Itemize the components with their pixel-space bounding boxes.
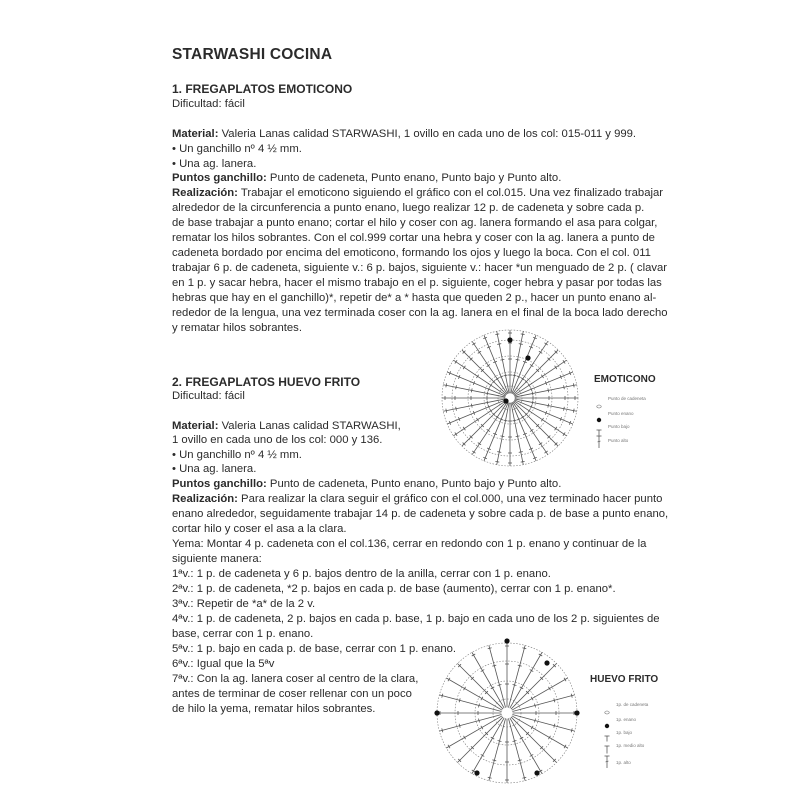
stitch-bar xyxy=(487,429,490,431)
legend-slip: 1p. enano xyxy=(616,717,637,722)
section1-bullet-needle: • Una ag. lanera. xyxy=(172,158,257,170)
stitch-spoke xyxy=(472,718,504,774)
stitch-bar xyxy=(548,404,549,408)
stitch-bar xyxy=(455,360,457,363)
stitch-spoke xyxy=(439,695,501,712)
stitch-spoke xyxy=(512,714,574,731)
stitch-spoke xyxy=(458,664,504,710)
section2-puntos xyxy=(172,477,561,492)
section2-difficulty: Dificultad: fácil xyxy=(172,390,245,402)
stitch-bar xyxy=(496,416,499,418)
stitch-bar xyxy=(495,334,499,335)
stitch-bar xyxy=(478,443,481,445)
body-line: Yema: Montar 4 p. cadeneta con el col.136, cerrar en redondo con 1 p. enano y continuar de la xyxy=(172,538,647,550)
stitch-bar xyxy=(573,409,574,413)
stitch-bar xyxy=(521,416,524,418)
body-line: cortar hilo y coser el asa a la clara. xyxy=(172,523,347,535)
stitch-bar xyxy=(497,452,501,453)
stitch-bar xyxy=(513,420,517,421)
stitch-bar xyxy=(504,375,508,376)
stitch-bar xyxy=(522,777,526,778)
stitch-bar xyxy=(564,385,565,389)
stitch-bar xyxy=(490,409,492,412)
stitch-spoke xyxy=(446,716,502,748)
body-line: rededor de la lengua, una vez terminada coser con la ag. lanera en el final de la boca lado derecho xyxy=(172,307,668,319)
legend-single: Punto bajo xyxy=(608,424,630,429)
stitch-spoke xyxy=(446,678,502,710)
stitch-bar xyxy=(472,451,475,453)
stitch-bar xyxy=(573,383,574,387)
stitch-bar xyxy=(522,648,526,649)
stitch-bar xyxy=(487,401,488,405)
emoticono-label: EMOTICONO xyxy=(594,374,656,385)
stitch-spoke xyxy=(510,718,542,774)
stitch-bar xyxy=(471,388,472,392)
puntos-text: Punto de cadeneta, Punto enano, Punto bajo y Punto alto. xyxy=(266,478,562,490)
stitch-bar xyxy=(521,378,524,380)
section1-realizacion xyxy=(172,186,663,201)
section2-body xyxy=(172,507,668,717)
body-line: rematar los hilos sobrantes. Con el col.999 cortar una hebra y coser con la ag. lanera a punto de xyxy=(172,232,655,244)
stitch-bar xyxy=(476,418,478,421)
slip-stitch-mark xyxy=(574,710,579,715)
body-line: siguiente manera: xyxy=(172,553,262,565)
material-label: Material: xyxy=(172,128,219,140)
stitch-bar xyxy=(548,388,549,392)
stitch-spoke xyxy=(511,403,523,465)
section2-bullet-needle: • Una ag. lanera. xyxy=(172,463,257,475)
body-line: 5ªv.: 1 p. bajo en cada p. de base, cerrar con 1 p. enano. xyxy=(172,643,457,655)
section2-bullet-hook: • Un ganchillo nº 4 ½ mm. xyxy=(172,449,302,461)
slip-stitch-mark xyxy=(504,638,509,643)
stitch-bar xyxy=(534,704,535,708)
body-line: trabajar 6 p. de cadeneta, siguiente v.: 6 p. bajos, siguiente v.: hacer *un menguado de 2 p. ( clavar xyxy=(172,262,668,274)
slip-stitch-mark xyxy=(507,337,512,342)
slip-stitch-mark xyxy=(434,710,439,715)
stitch-bar xyxy=(518,760,522,761)
stitch-spoke xyxy=(472,652,504,708)
legend-chain: Punto de cadeneta xyxy=(608,396,646,401)
stitch-bar xyxy=(459,724,460,728)
stitch-bar xyxy=(504,420,508,421)
legend-half-double: 1p. medio alto xyxy=(616,743,645,748)
realizacion-label: Realización: xyxy=(172,187,238,199)
material-text: Valeria Lanas calidad STARWASHI, 1 ovillo en cada uno de los col: 015-011 y 999. xyxy=(218,128,637,140)
stitch-bar xyxy=(456,385,457,389)
legend-double: Punto alto xyxy=(608,438,629,443)
realizacion-text: Trabajar el emoticono siguiendo el gráfico con el col.015. Una vez finalizado trabajar xyxy=(237,187,664,199)
section2-realizacion xyxy=(172,492,662,507)
slip-stitch-mark xyxy=(534,770,539,775)
stitch-bar xyxy=(544,343,547,345)
stitch-bar xyxy=(516,359,520,360)
stitch-bar xyxy=(497,344,501,345)
stitch-spoke xyxy=(489,718,506,780)
section2-material-line2: 1 ovillo en cada uno de los col: 000 y 136. xyxy=(172,434,383,446)
body-line: de base trabajar a punto enano; cortar el hilo y coser con ag. lanera formando el asa para colgar, xyxy=(172,217,658,229)
stitch-bar xyxy=(472,343,475,345)
body-line: alrededor de la circunferencia a punto enano, luego realizar 12 p. de cadeneta y sobre cada p. xyxy=(172,202,645,214)
stitch-bar xyxy=(500,359,504,360)
section1-heading: 1. FREGAPLATOS EMOTICONO xyxy=(172,82,353,96)
stitch-bar xyxy=(534,719,535,723)
stitch-bar xyxy=(532,392,533,396)
stitch-spoke xyxy=(513,401,558,446)
stitch-bar xyxy=(541,418,543,421)
stitch-bar xyxy=(563,360,565,363)
stitch-bar xyxy=(539,351,542,353)
body-line: y rematar hilos sobrantes. xyxy=(172,322,302,334)
stitch-bar xyxy=(487,364,490,366)
stitch-bar xyxy=(496,378,499,380)
stitch-spoke xyxy=(458,717,504,763)
stitch-bar xyxy=(459,698,460,702)
stitch-bar xyxy=(446,383,447,387)
stitch-spoke xyxy=(511,717,557,763)
stitch-bar xyxy=(555,427,557,430)
stitch-spoke xyxy=(462,401,507,446)
stitch-spoke xyxy=(489,645,506,707)
stitch-bar xyxy=(442,694,443,698)
slip-stitch-mark xyxy=(544,660,549,665)
body-line: 3ªv.: Repetir de *a* de la 2 v. xyxy=(172,598,316,610)
body-line: 6ªv.: Igual que la 5ªv xyxy=(172,658,275,670)
stitch-bar xyxy=(471,404,472,408)
stitch-bar xyxy=(492,760,496,761)
body-line: hebras que hay en el ganchillo)*, repetir de* a * hasta que queden 2 p., hacer un punto enano al- xyxy=(172,292,657,304)
body-line: base, cerrar con 1 p. enano. xyxy=(172,628,314,640)
section1-puntos xyxy=(172,171,561,186)
stitch-bar xyxy=(539,443,542,445)
stitch-spoke xyxy=(512,695,574,712)
stitch-bar xyxy=(446,409,447,413)
section1-material xyxy=(172,127,636,142)
page-title: STARWASHI COCINA xyxy=(172,46,333,63)
legend-single: 1p. bajo xyxy=(616,730,633,735)
slip-stitch-mark xyxy=(503,398,508,403)
stitch-bar xyxy=(513,375,517,376)
legend-chain: 1p. de cadeneta xyxy=(616,702,649,707)
stitch-spoke xyxy=(512,716,568,748)
huevo-frito-legend xyxy=(604,702,664,772)
section1-body xyxy=(172,201,668,336)
section2-material xyxy=(172,419,401,434)
stitch-bar xyxy=(530,364,533,366)
stitch-bar xyxy=(513,684,517,685)
stitch-bar xyxy=(554,724,555,728)
body-line: 4ªv.: 1 p. de cadeneta, 2 p. bajos en cada p. base, 1 p. bajo en cada uno de los 2 p. siguientes de xyxy=(172,613,660,625)
stitch-bar xyxy=(564,407,565,411)
stitch-spoke xyxy=(497,331,509,393)
body-line: cadeneta bordado por encima del emoticono, formando los ojos y luego la boca. Con el col. 011 xyxy=(172,247,651,259)
stitch-bar xyxy=(492,665,496,666)
material-label: Material: xyxy=(172,420,219,432)
stitch-bar xyxy=(518,665,522,666)
stitch-bar xyxy=(516,436,520,437)
stitch-bar xyxy=(488,648,492,649)
stitch-spoke xyxy=(439,714,501,731)
stitch-bar xyxy=(478,719,479,723)
stitch-bar xyxy=(498,684,502,685)
realizacion-label: Realización: xyxy=(172,493,238,505)
stitch-bar xyxy=(571,728,572,732)
section1-bullet-hook: • Un ganchillo nº 4 ½ mm. xyxy=(172,143,302,155)
stitch-spoke xyxy=(462,350,507,395)
stitch-bar xyxy=(530,429,533,431)
slip-stitch-mark xyxy=(525,355,530,360)
stitch-bar xyxy=(563,432,565,435)
stitch-bar xyxy=(555,366,557,369)
stitch-spoke xyxy=(508,718,525,780)
stitch-bar xyxy=(513,740,517,741)
puntos-label: Puntos ganchillo: xyxy=(172,478,267,490)
stitch-bar xyxy=(528,409,530,412)
stitch-spoke xyxy=(511,664,557,710)
stitch-bar xyxy=(500,436,504,437)
legend-double: 1p. alto xyxy=(616,760,631,765)
puntos-label: Puntos ganchillo: xyxy=(172,172,267,184)
stitch-bar xyxy=(521,461,525,462)
emoticono-crochet-chart xyxy=(440,328,580,468)
realizacion-text: Para realizar la clara seguir el gráfico con el col.000, una vez terminado hacer punto xyxy=(237,493,663,505)
stitch-spoke xyxy=(508,645,525,707)
stitch-bar xyxy=(571,694,572,698)
body-line: 7ªv.: Con la ag. lanera coser al centro de la clara, xyxy=(172,673,419,685)
stitch-bar xyxy=(544,451,547,453)
material-text: Valeria Lanas calidad STARWASHI, xyxy=(218,420,401,432)
body-line: 1ªv.: 1 p. de cadeneta y 6 p. bajos dentro de la anilla, cerrar con 1 p. enano. xyxy=(172,568,551,580)
stitch-spoke xyxy=(515,385,577,397)
stitch-bar xyxy=(478,351,481,353)
body-line: de hilo la yema, rematar hilos sobrantes. xyxy=(172,703,376,715)
slip-stitch-mark xyxy=(474,770,479,775)
stitch-spoke xyxy=(497,403,509,465)
stitch-spoke xyxy=(512,678,568,710)
stitch-bar xyxy=(463,366,465,369)
body-line: 2ªv.: 1 p. de cadeneta, *2 p. bajos en cada p. de base (aumento), cerrar con 1 p. enano*. xyxy=(172,583,616,595)
puntos-text: Punto de cadeneta, Punto enano, Punto bajo y Punto alto. xyxy=(266,172,562,184)
body-line: en 1 p. y sacar hebra, hacer el mismo trabajo en el p. siguiente, coger hebra y pasar por todas las xyxy=(172,277,662,289)
stitch-bar xyxy=(442,728,443,732)
stitch-bar xyxy=(478,704,479,708)
stitch-bar xyxy=(519,452,523,453)
body-line: enano alrededor, seguidamente trabajar 14 p. de cadeneta y sobre cada p. de base a punto enano, xyxy=(172,508,669,520)
stitch-bar xyxy=(455,432,457,435)
huevo-frito-crochet-chart xyxy=(432,638,582,788)
stitch-bar xyxy=(456,407,457,411)
stitch-bar xyxy=(476,375,478,378)
stitch-bar xyxy=(495,461,499,462)
stitch-bar xyxy=(519,344,523,345)
stitch-bar xyxy=(490,384,492,387)
stitch-bar xyxy=(488,777,492,778)
emoticono-legend xyxy=(596,396,656,456)
stitch-spoke xyxy=(510,652,542,708)
stitch-spoke xyxy=(513,350,558,395)
huevo-frito-label: HUEVO FRITO xyxy=(590,674,659,685)
section2-heading: 2. FREGAPLATOS HUEVO FRITO xyxy=(172,375,361,389)
legend-slip: Punto enano xyxy=(608,411,634,416)
stitch-bar xyxy=(528,384,530,387)
stitch-bar xyxy=(521,334,525,335)
stitch-bar xyxy=(498,740,502,741)
stitch-bar xyxy=(541,375,543,378)
stitch-bar xyxy=(532,401,533,405)
stitch-bar xyxy=(487,392,488,396)
double-crochet-icon xyxy=(604,755,610,774)
stitch-bar xyxy=(463,427,465,430)
section1-difficulty: Dificultad: fácil xyxy=(172,98,245,110)
stitch-bar xyxy=(554,698,555,702)
double-crochet-icon xyxy=(596,435,602,454)
body-line: antes de terminar de coser rellenar con un poco xyxy=(172,688,412,700)
